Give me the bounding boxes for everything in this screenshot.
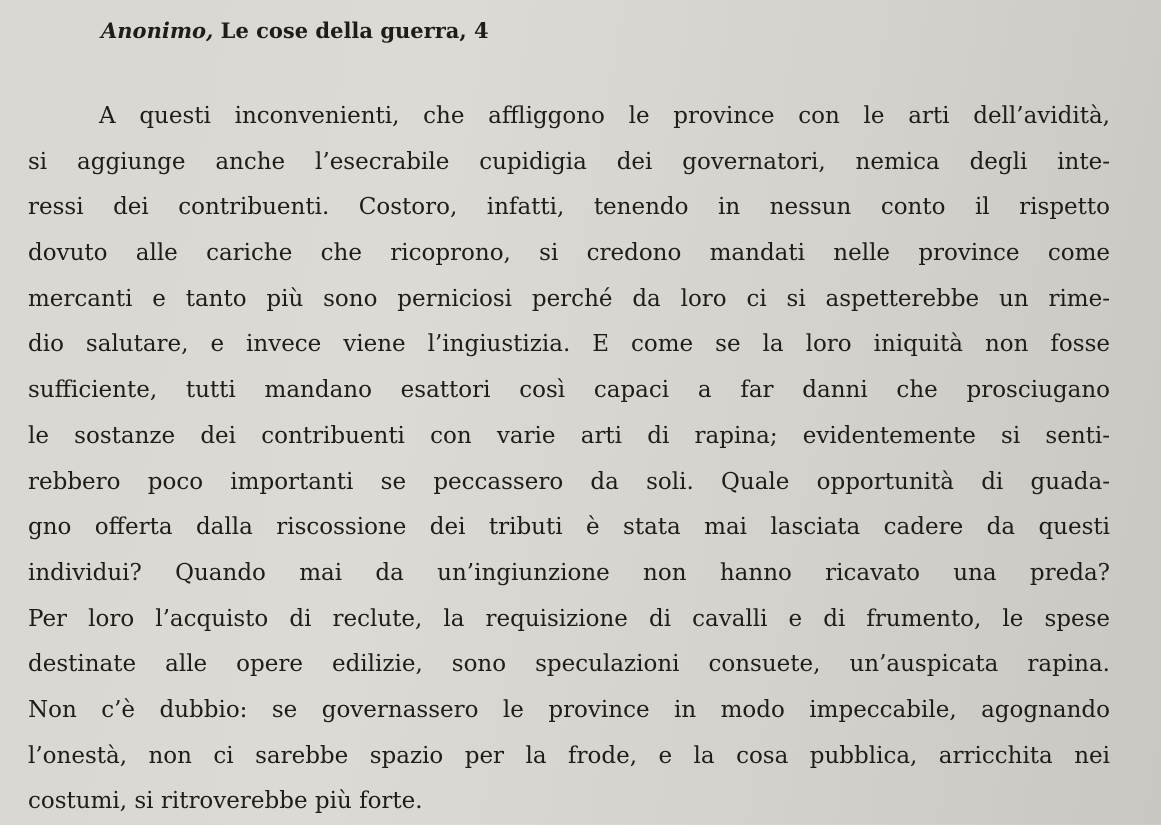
text-line: rebbero poco importanti se peccassero da soli. Quale opportunità di guada- xyxy=(28,468,1110,495)
body-paragraph xyxy=(28,94,1110,825)
text-line: costumi, si ritroverebbe più forte. xyxy=(28,788,423,815)
text-line: l’onestà, non ci sarebbe spazio per la frode, e la cosa pubblica, arricchita nei xyxy=(28,742,1110,769)
heading-author: Anonimo, xyxy=(101,18,214,43)
text-line: gno offerta dalla riscossione dei tributi è stata mai lasciata cadere da questi xyxy=(28,514,1110,541)
text-line: A questi inconvenienti, che affliggono le province con le arti dell’avidità, xyxy=(99,103,1110,129)
text-line: si aggiunge anche l’esecrabile cupidigia dei governatori, nemica degli inte- xyxy=(28,148,1110,175)
text-line: individui? Quando mai da un’ingiunzione non hanno ricavato una preda? xyxy=(28,559,1110,586)
text-line: dio salutare, e invece viene l’ingiustizia. E come se la loro iniquità non fosse xyxy=(28,331,1110,358)
text-line: Non c’è dubbio: se governassero le province in modo impeccabile, agognando xyxy=(28,696,1110,723)
text-line: mercanti e tanto più sono perniciosi perché da loro ci si aspetterebbe un rime- xyxy=(28,285,1110,312)
page-heading xyxy=(101,17,489,45)
heading-title: Le cose della guerra, 4 xyxy=(220,18,489,43)
text-line: ressi dei contribuenti. Costoro, infatti, tenendo in nessun conto il rispetto xyxy=(28,194,1110,221)
text-line: dovuto alle cariche che ricoprono, si credono mandati nelle province come xyxy=(28,240,1110,267)
text-line: le sostanze dei contribuenti con varie arti di rapina; evidentemente si senti- xyxy=(28,422,1110,449)
text-line: Per loro l’acquisto di reclute, la requisizione di cavalli e di frumento, le spese xyxy=(28,605,1110,632)
text-line: destinate alle opere edilizie, sono speculazioni consuete, un’auspicata rapina. xyxy=(28,651,1110,678)
text-line: sufficiente, tutti mandano esattori così capaci a far danni che prosciugano xyxy=(28,377,1110,404)
